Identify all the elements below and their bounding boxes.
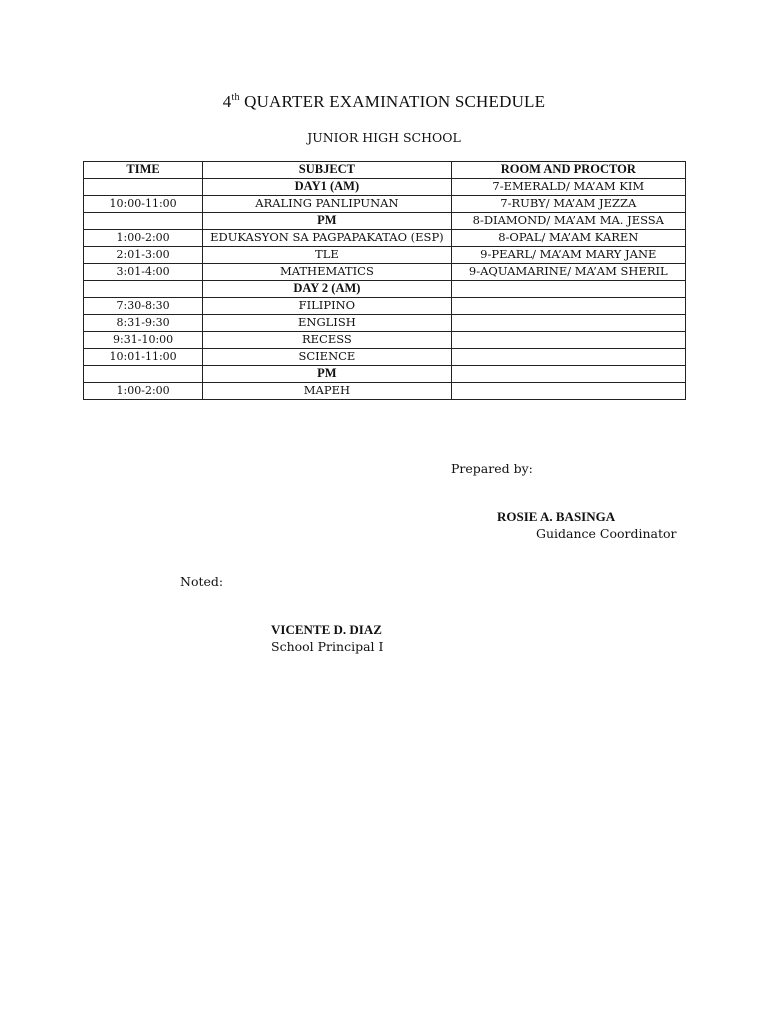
cell-time: 2:01-3:00 [84,247,203,264]
cell-room [451,281,685,298]
table-header-row [84,162,686,179]
cell-room: 7-EMERALD/ MA’AM KIM [451,179,685,196]
cell-time [84,213,203,230]
cell-time: 10:01-11:00 [84,349,203,366]
cell-subject: EDUKASYON SA PAGPAPAKATAO (ESP) [203,230,451,247]
cell-room: 7-RUBY/ MA’AM JEZZA [451,196,685,213]
cell-time: 10:00-11:00 [84,196,203,213]
cell-subject: PM [203,213,451,230]
noted-by-name: VICENTE D. DIAZ [271,622,382,637]
table-row [84,179,686,196]
cell-subject: TLE [203,247,451,264]
cell-time [84,366,203,383]
cell-time [84,179,203,196]
title-ordinal-suffix: th [231,92,240,103]
cell-room [451,332,685,349]
cell-subject: ENGLISH [203,315,451,332]
document-title [0,92,768,112]
cell-subject: PM [203,366,451,383]
table-row [84,281,686,298]
header-room-proctor: ROOM AND PROCTOR [451,162,685,179]
schedule-table [83,161,686,400]
cell-room [451,383,685,400]
cell-room [451,315,685,332]
cell-time [84,281,203,298]
title-text: QUARTER EXAMINATION SCHEDULE [239,92,546,111]
table-row [84,247,686,264]
document-subtitle: JUNIOR HIGH SCHOOL [307,130,461,145]
cell-room [451,349,685,366]
table-row [84,196,686,213]
header-time: TIME [84,162,203,179]
table-row [84,315,686,332]
cell-subject: MATHEMATICS [203,264,451,281]
table-row [84,349,686,366]
cell-room [451,298,685,315]
table-row [84,298,686,315]
cell-room: 8-OPAL/ MA’AM KAREN [451,230,685,247]
cell-subject: RECESS [203,332,451,349]
prepared-by-label: Prepared by: [451,461,533,476]
cell-room [451,366,685,383]
cell-subject: DAY1 (AM) [203,179,451,196]
prepared-by-role: Guidance Coordinator [536,526,677,541]
cell-subject: FILIPINO [203,298,451,315]
table-row [84,264,686,281]
prepared-by-name: ROSIE A. BASINGA [497,509,616,524]
noted-label: Noted: [180,574,224,589]
cell-time: 8:31-9:30 [84,315,203,332]
cell-time: 1:00-2:00 [84,383,203,400]
cell-subject: DAY 2 (AM) [203,281,451,298]
table-row [84,213,686,230]
header-subject: SUBJECT [203,162,451,179]
cell-time: 3:01-4:00 [84,264,203,281]
table-row [84,366,686,383]
cell-time: 7:30-8:30 [84,298,203,315]
cell-subject: SCIENCE [203,349,451,366]
table-row [84,383,686,400]
title-number: 4 [222,92,232,111]
cell-subject: MAPEH [203,383,451,400]
cell-time: 1:00-2:00 [84,230,203,247]
cell-room: 9-AQUAMARINE/ MA’AM SHERIL [451,264,685,281]
cell-room: 8-DIAMOND/ MA’AM MA. JESSA [451,213,685,230]
table-row [84,332,686,349]
table-row [84,230,686,247]
cell-time: 9:31-10:00 [84,332,203,349]
noted-by-role: School Principal I [271,639,384,654]
cell-room: 9-PEARL/ MA’AM MARY JANE [451,247,685,264]
cell-subject: ARALING PANLIPUNAN [203,196,451,213]
